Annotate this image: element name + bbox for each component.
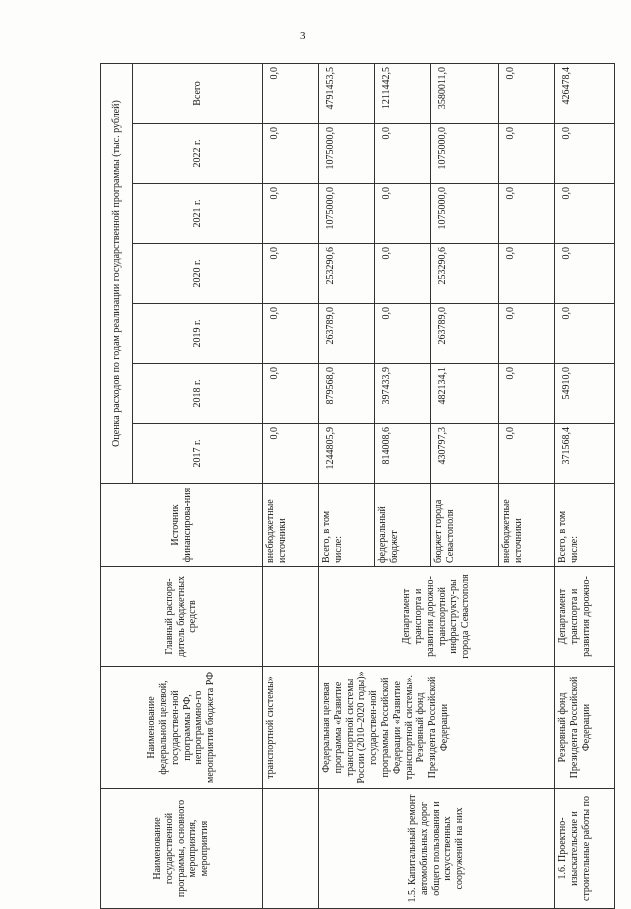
value-cell: 253290,6 — [431, 244, 499, 304]
value-cell: 1075000,0 — [319, 184, 375, 244]
value-cell: 0,0 — [375, 124, 431, 184]
header-year: 2017 г. — [133, 424, 263, 484]
value-cell: 430797,3 — [431, 424, 499, 484]
value-cell: 0,0 — [499, 124, 555, 184]
budget-manager-cell: Департамент транспорта и развития дорожно- — [555, 567, 615, 667]
value-cell: 3580011,0 — [431, 63, 499, 123]
value-cell: 371568,4 — [555, 424, 615, 484]
page-number: 3 — [300, 30, 306, 42]
value-cell: 482134,1 — [431, 364, 499, 424]
value-cell: 1075000,0 — [319, 124, 375, 184]
budget-manager-cell: Департамент транспорта и развития дорожно-транспортной инфраструкту-ры города Севастополя — [319, 567, 555, 667]
funding-source-cell: бюджет города Севастополя — [431, 484, 499, 567]
value-cell: 0,0 — [499, 424, 555, 484]
header-year: 2022 г. — [133, 124, 263, 184]
value-cell: 426478,4 — [555, 63, 615, 123]
federal-program-cell: транспортной системы» — [263, 667, 319, 789]
value-cell: 0,0 — [499, 244, 555, 304]
header-budget-manager: Главный распоря-дитель бюджетных средств — [101, 567, 263, 667]
value-cell: 1075000,0 — [431, 124, 499, 184]
program-name-cell: 1.5. Капитальный ремонт автомобильных дорог общего пользования и искусственных сооружений на них — [319, 789, 555, 909]
value-cell: 0,0 — [263, 63, 319, 123]
value-cell: 0,0 — [263, 304, 319, 364]
value-cell: 1244805,9 — [319, 424, 375, 484]
program-name-cell: 1.6. Проектно-изыскательские и строительные работы по — [555, 789, 615, 909]
funding-source-cell: внебюджетные источники — [499, 484, 555, 567]
header-year: 2019 г. — [133, 304, 263, 364]
value-cell: 0,0 — [263, 244, 319, 304]
value-cell: 54910,0 — [555, 364, 615, 424]
value-cell: 879568,0 — [319, 364, 375, 424]
header-year: 2020 г. — [133, 244, 263, 304]
value-cell: 0,0 — [263, 124, 319, 184]
table-row — [263, 63, 319, 908]
header-total: Всего — [133, 63, 263, 123]
value-cell: 263789,0 — [431, 304, 499, 364]
header-expense-estimate: Оценка расходов по годам реализации государственной программы (тыс. рублей) — [101, 63, 133, 483]
value-cell: 0,0 — [555, 304, 615, 364]
value-cell: 0,0 — [555, 184, 615, 244]
program-name-cell — [263, 789, 319, 909]
funding-source-cell: федеральный бюджет — [375, 484, 431, 567]
value-cell: 0,0 — [263, 184, 319, 244]
value-cell: 0,0 — [555, 244, 615, 304]
value-cell: 253290,6 — [319, 244, 375, 304]
table-row — [319, 63, 375, 908]
federal-program-cell: Федеральная целевая программа «Развитие транспортной системы России (2010–2020 годы)» государствен-ной программы Российской Федерации «Развитие транспортной системы». Резервный фонд Президента Российской Федерации — [319, 667, 555, 789]
funding-source-cell: Всего, в том числе: — [319, 484, 375, 567]
expenditure-table — [100, 63, 615, 909]
value-cell: 0,0 — [499, 184, 555, 244]
value-cell: 0,0 — [499, 63, 555, 123]
header-federal-program: Наименование федеральной целевой, государствен-ной программы РФ, непрограммно-го мероприятия бюджета РФ — [101, 667, 263, 789]
header-year: 2021 г. — [133, 184, 263, 244]
value-cell: 263789,0 — [319, 304, 375, 364]
table-row — [555, 63, 615, 908]
budget-manager-cell — [263, 567, 319, 667]
value-cell: 397433,9 — [375, 364, 431, 424]
value-cell: 0,0 — [375, 184, 431, 244]
rotated-table-sheet — [100, 64, 592, 909]
value-cell: 1211442,5 — [375, 63, 431, 123]
value-cell: 0,0 — [375, 304, 431, 364]
funding-source-cell: внебюджетные источники — [263, 484, 319, 567]
header-funding-source: Источник финансирова-ния — [101, 484, 263, 567]
federal-program-cell: Резервный фонд Президента Российской Федерации — [555, 667, 615, 789]
value-cell: 4791453,5 — [319, 63, 375, 123]
value-cell: 0,0 — [263, 424, 319, 484]
value-cell: 0,0 — [499, 364, 555, 424]
header-program-name: Наименование государственной программы, основного мероприятия, мероприятия — [101, 789, 263, 909]
header-year: 2018 г. — [133, 364, 263, 424]
value-cell: 0,0 — [555, 124, 615, 184]
value-cell: 0,0 — [499, 304, 555, 364]
value-cell: 0,0 — [263, 364, 319, 424]
value-cell: 1075000,0 — [431, 184, 499, 244]
value-cell: 814008,6 — [375, 424, 431, 484]
value-cell: 0,0 — [375, 244, 431, 304]
funding-source-cell: Всего, в том числе: — [555, 484, 615, 567]
